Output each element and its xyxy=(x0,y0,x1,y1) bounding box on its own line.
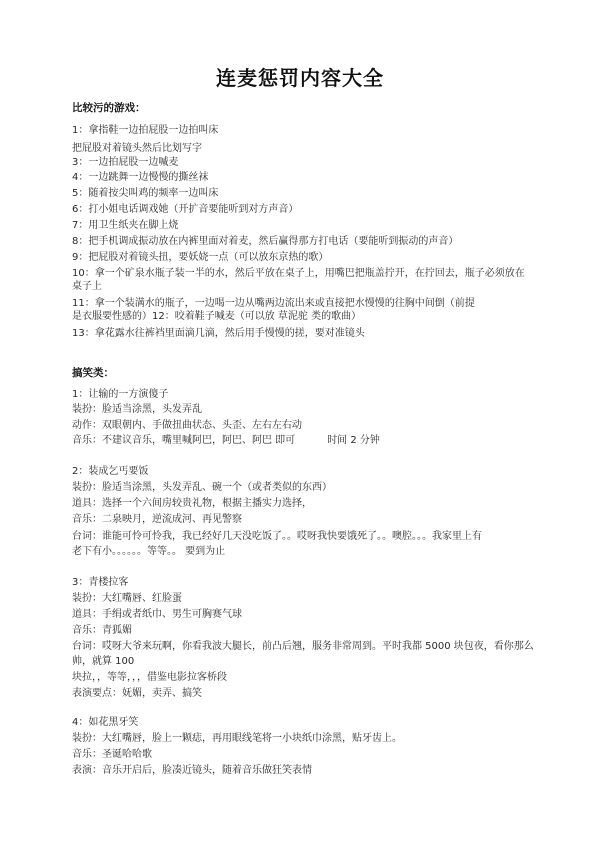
item-title: 1：让输的一方演傻子 xyxy=(72,389,169,400)
list-item: 11：拿一个装满水的瓶子，一边喝一边从嘴两边流出来或直接把水慢慢的往胸中间倒（前提 xyxy=(72,298,475,309)
item-action: 动作：双眼朝内、手做扭曲状态、头歪、左右左右动 xyxy=(72,420,302,431)
list-item: 10：拿一个矿泉水瓶子装一半的水，然后平放在桌子上，用嘴巴把瓶盖拧开，在拧回去，瓶子必须放在 xyxy=(72,268,525,279)
item-title: 2：装成乞丐要饭 xyxy=(72,466,149,477)
list-item: 9：把屁股对着镜头扭，要妖娆一点（可以放东京热的歌） xyxy=(72,252,329,263)
list-item: 4：一边跳舞一边慢慢的撕丝袜 xyxy=(72,172,209,183)
item-props: 道具：选择一个六间房较贵礼物，根据主播实力选择， xyxy=(72,498,312,509)
item-makeup: 装扮：大红嘴唇、红脸蛋 xyxy=(72,593,182,604)
item-dialogue: 帅，就算 100 xyxy=(72,656,135,667)
list-item: 是衣服要性感的）12：咬着鞋子喊麦（可以放 草泥驼 类的歌曲） xyxy=(72,311,362,322)
list-item: 13：拿花露水往裤裆里面滴几滴，然后用手慢慢的搓，要对准镜头 xyxy=(72,328,365,339)
list-item: 1：拿指鞋一边拍屁股一边拍叫床 xyxy=(72,125,219,136)
list-item: 7：用卫生纸夹在脚上烧 xyxy=(72,220,179,231)
list-item: 把屁股对着镜头然后比划写字 xyxy=(72,143,202,154)
list-item: 6：打小姐电话调戏她（开扩音要能听到对方声音） xyxy=(72,204,299,215)
list-item: 3：一边拍屁股一边喊麦 xyxy=(72,157,179,168)
item-points: 表演要点：妩媚，卖弄、搞笑 xyxy=(72,688,202,699)
item-dialogue: 台词：哎呀大爷来玩啊，你看我波大腿长，前凸后翘，服务非常周到。平时我都 5000 块包夜，看你那么 xyxy=(72,641,534,652)
item-makeup: 装扮：脸适当涂黑，头发弄乱 xyxy=(72,404,202,415)
item-title: 4：如花黑牙笑 xyxy=(72,717,139,728)
item-music-row xyxy=(72,435,380,447)
list-item: 8：把手机调成振动放在内裤里面对着麦，然后赢得那方打电话（要能听到振动的声音） xyxy=(72,236,459,247)
list-item: 桌子上 xyxy=(72,281,102,292)
item-dialogue: 台词：谁能可怜可怜我，我已经好几天没吃饭了。。哎呀我快要饿死了。。噢腔。。。我家里上有 xyxy=(72,531,482,542)
item-makeup: 装扮：大红嘴唇，脸上一颗痣，再用眼线笔将一小块纸巾涂黑，贴牙齿上。 xyxy=(72,733,402,744)
item-music: 音乐：青狐媚 xyxy=(72,625,132,636)
item-music: 音乐：二泉映月，逆流成河、再见警察 xyxy=(72,514,242,525)
item-music: 音乐：圣诞哈哈歌 xyxy=(72,749,152,760)
item-props: 道具：手绢或者纸巾、男生可胸赛气球 xyxy=(72,609,242,620)
item-makeup: 装扮：脸适当涂黑，头发弄乱、碗一个（或者类似的东西） xyxy=(72,482,332,493)
list-item: 5：随着按尖叫鸡的频率一边叫床 xyxy=(72,188,219,199)
item-time: 时间 2 分钟 xyxy=(327,435,380,446)
item-performance: 表演：音乐开启后，脸凑近镜头，随着音乐做狂笑表情 xyxy=(72,765,312,776)
section-heading-funny: 搞笑类： xyxy=(72,367,114,379)
page-title: 连麦惩罚内容大全 xyxy=(216,66,384,90)
item-title: 3：青楼拉客 xyxy=(72,577,129,588)
item-music: 音乐：不建议音乐，嘴里喊阿巴，阿巴、阿巴 即可 xyxy=(72,435,296,446)
item-dialogue: 老下有小。。。。。。等等。。 要到为止 xyxy=(72,546,226,557)
section-heading-dirty-games: 比较污的游戏： xyxy=(72,102,146,114)
item-dialogue: 块拉，，等等，，，借鉴电影拉客桥段 xyxy=(72,672,227,683)
